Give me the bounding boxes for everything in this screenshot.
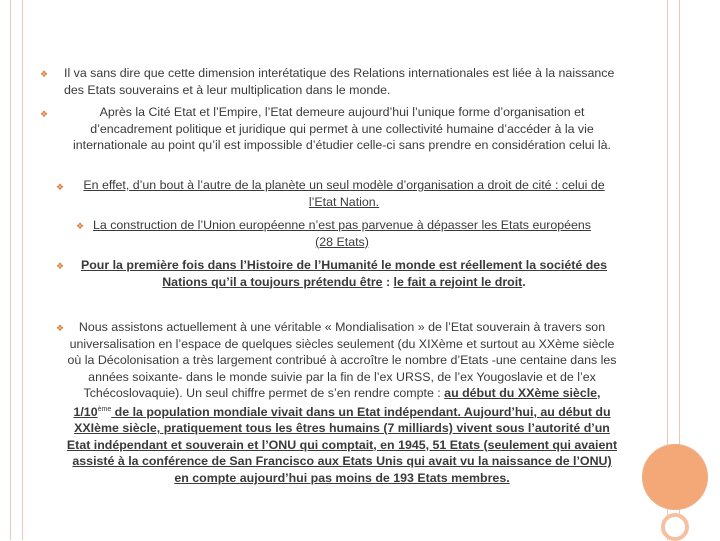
bullet-icon: ❖ xyxy=(56,323,65,333)
paragraph-3: En effet, d’un bout à l’autre de la planète un seul modèle d’organisation a droit de cité : celui de l’Etat Nation. xyxy=(83,178,605,209)
paragraph-5-main: Pour la première fois dans l’Histoire de l’Humanité le monde est réellement la société des Nations qu’il a toujours prétendu être xyxy=(80,258,608,289)
decorative-circle-large xyxy=(642,444,708,510)
bullet-icon: ❖ xyxy=(56,182,65,192)
bullet-icon: ❖ xyxy=(56,261,65,271)
paragraph-1: Il va sans dire que cette dimension interétatique des Relations internationales est liée à la naissance des Etats souverains et à leur multiplication dans le monde. xyxy=(64,66,615,97)
bullet-icon: ❖ xyxy=(40,69,49,79)
paragraph-6-emphasis-2: de la population mondiale vivait dans un Etat indépendant. Aujourd’hui, au début du XXIème siècle, pratiquement tous les êtres humains (7 milliards) vivent sous l’autorité d’un Etat indépendant et souverain et l’ONU qui comptait, en 1945, 51 Etats (seulement qui avaient assisté à la conférence de San Francisco aux Etats Unis qui avait vu la naissance de l’ONU) en compte aujourd’hui pas moins de 193 Etats membres. xyxy=(66,404,618,485)
paragraph-6 xyxy=(66,319,618,486)
paragraph-6-emphasis-1: au début du XXème siècle, 1/10 xyxy=(73,386,601,419)
paragraph-6-superscript: ème xyxy=(97,405,112,413)
paragraph-5 xyxy=(80,257,608,290)
bullet-icon: ❖ xyxy=(40,109,49,119)
decorative-circle-small xyxy=(661,513,689,541)
paragraph-6-text: Nous assistons actuellement à une véritable « Mondialisation » de l’Etat souverain à travers son universalisation en l’espace de quelques siècles seulement (du XIXème et surtout au XXème siècle où la Décolonisation a très largement contribué à accroître le nombre d’Etats -une centaine dans les années soixante- dans le monde suivie par la fin de l’ex URSS, de l’ex Yougoslavie et de l’ex Tchécoslovaquie). Un seul chiffre permet de s’en rendre compte : xyxy=(67,320,617,400)
left-decorative-border xyxy=(10,0,23,540)
paragraph-5-end: le fait a rejoint le droit xyxy=(393,274,523,289)
paragraph-5-separator: : xyxy=(382,274,394,289)
paragraph-2: Après la Cité Etat et l’Empire, l’Etat demeure aujourd’hui l’unique forme d’organisation et d’encadrement politique et juridique qui permet à une collectivité humaine d’accéder à la vie internationale au point qu’il est impossible d’étudier celle-ci sans prendre en considération celui là. xyxy=(73,105,611,152)
paragraph-4: La construction de l’Union européenne n’est pas parvenue à dépasser les Etats européens (28 Etats) xyxy=(92,218,592,249)
bullet-icon: ❖ xyxy=(76,221,85,231)
paragraph-5-dot: . xyxy=(522,274,526,289)
